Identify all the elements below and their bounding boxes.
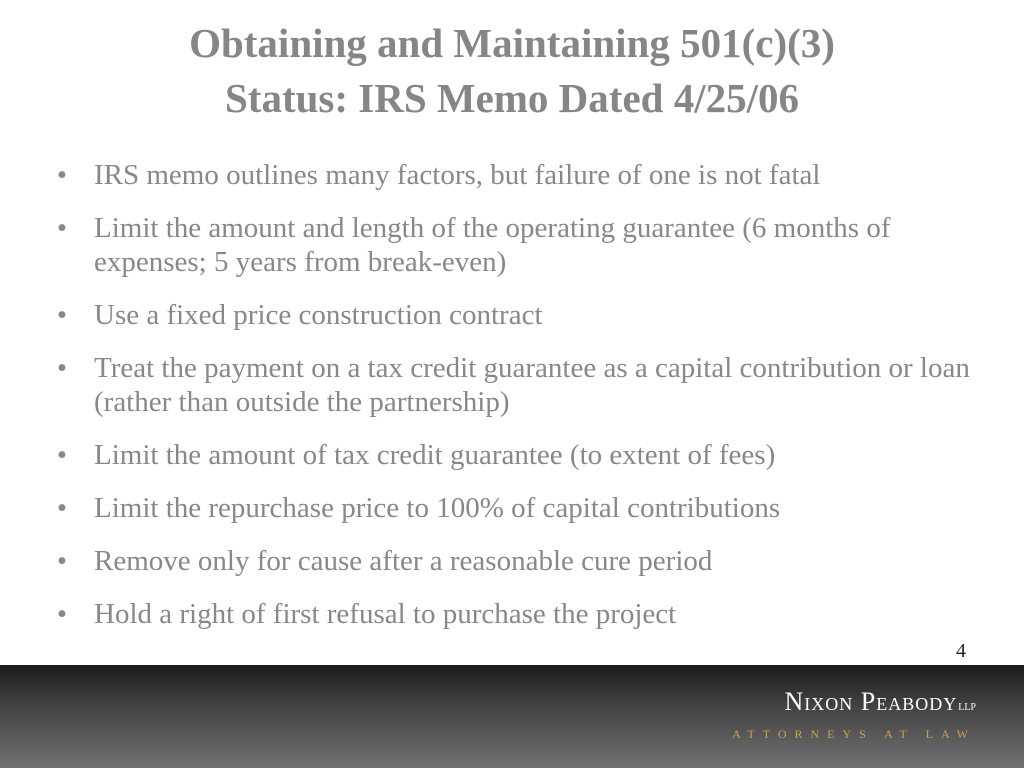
bullet-item: [52, 438, 972, 472]
bullet-text: Treat the payment on a tax credit guarantee as a capital contribution or loan (rather than outside the partnership): [94, 352, 970, 418]
bullet-item: [52, 544, 972, 578]
bullet-text: Limit the amount of tax credit guarantee (to extent of fees): [94, 439, 776, 471]
bullet-item: [52, 158, 972, 192]
bullet-item: [52, 491, 972, 525]
bullet-text: Remove only for cause after a reasonable cure period: [94, 545, 713, 577]
slide-title-line-1: Obtaining and Maintaining 501(c)(3): [189, 20, 835, 66]
firm-logo-tagline: ATTORNEYS AT LAW: [732, 727, 976, 741]
slide-title-line-2: Status: IRS Memo Dated 4/25/06: [225, 75, 799, 121]
bullet-icon: •: [56, 212, 68, 244]
bullet-item: [52, 211, 972, 279]
firm-logo: [732, 685, 976, 742]
bullet-icon: •: [56, 439, 68, 471]
bullet-text: Limit the amount and length of the operating guarantee (6 months of expenses; 5 years from break-even): [94, 212, 891, 278]
firm-logo-suffix: LLP: [958, 702, 976, 713]
footer-bar: [0, 665, 1024, 768]
bullet-item: [52, 597, 972, 631]
bullet-icon: •: [56, 299, 68, 331]
bullet-list: [52, 158, 972, 650]
bullet-text: Limit the repurchase price to 100% of capital contributions: [94, 492, 781, 524]
bullet-item: [52, 351, 972, 419]
bullet-icon: •: [56, 159, 68, 191]
bullet-icon: •: [56, 545, 68, 577]
bullet-icon: •: [56, 352, 68, 384]
firm-logo-name: [732, 685, 976, 725]
bullet-text: Use a fixed price construction contract: [94, 299, 543, 331]
bullet-text: IRS memo outlines many factors, but failure of one is not fatal: [94, 159, 821, 191]
slide-title: [0, 16, 1024, 126]
bullet-text: Hold a right of first refusal to purchase the project: [94, 598, 677, 630]
firm-logo-name-text: Nixon Peabody: [784, 687, 958, 716]
page-number: 4: [956, 640, 966, 662]
bullet-icon: •: [56, 492, 68, 524]
bullet-item: [52, 298, 972, 332]
bullet-icon: •: [56, 598, 68, 630]
